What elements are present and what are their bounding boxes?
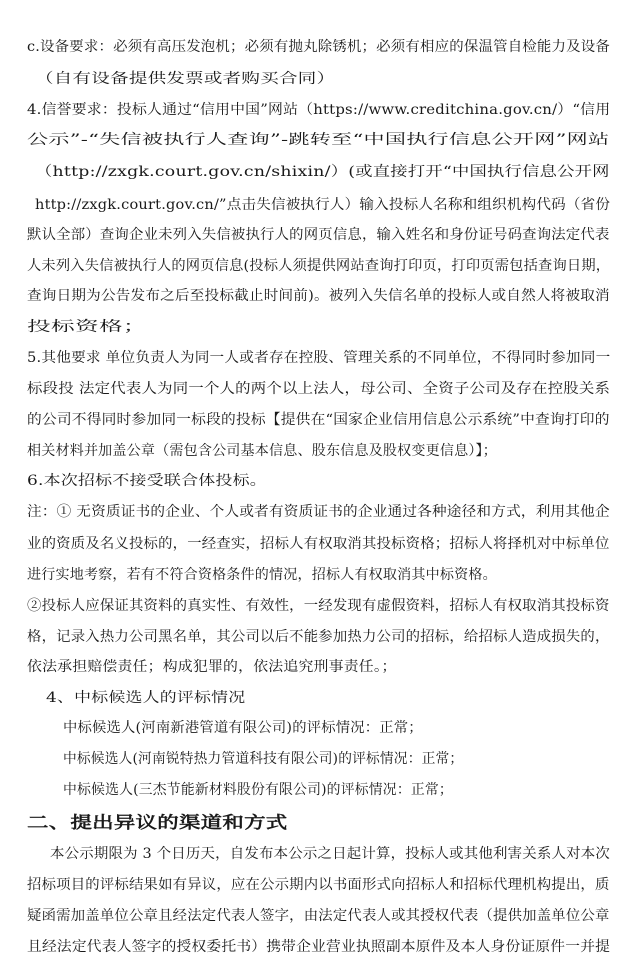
joint-bid-line: 6.本次招标不接受联合体投标。 <box>27 473 267 489</box>
credit-requirement-line: （http://zxgk.court.gov.cn/shixin/）(或直接打开“中国执行信息公开网 <box>35 164 610 180</box>
credit-requirement-line: 人未列入失信被执行人的网页信息(投标人须提供网站查询打印页，打印页需包括查询日期， <box>27 258 611 274</box>
equipment-requirement-line: c.设备要求：必须有高压发泡机；必须有抛丸除锈机；必须有相应的保温管自检能力及设备 <box>27 39 610 55</box>
note-line: 注：① 无资质证书的企业、个人或者有资质证书的企业通过各种途径和方式，利用其他企 <box>27 504 610 520</box>
note-line: 进行实地考察，若有不符合资格条件的情况，招标人有权取消其中标资格。 <box>27 567 497 583</box>
note-line: ②投标人应保证其资料的真实性、有效性，一经发现有虚假资料，招标人有权取消其投标资 <box>27 598 610 614</box>
objection-paragraph-line: 且经法定代表人签字的授权委托书）携带企业营业执照副本原件及本人身份证原件一并提 <box>27 939 611 955</box>
objection-paragraph-line: 本公示期限为 3 个日历天，自发布本公示之日起计算，投标人或其他利害关系人对本次 <box>50 846 610 862</box>
equipment-note-line: （自有设备提供发票或者购买合同） <box>35 71 336 87</box>
other-requirement-line: 5.其他要求 单位负责人为同一人或者存在控股、管理关系的不同单位，不得同时参加同一 <box>27 350 611 366</box>
objection-paragraph-line: 招标项目的评标结果如有异议，应在公示期内以书面形式向招标人和招标代理机构提出，质 <box>27 877 610 893</box>
section-heading: 二、提出异议的渠道和方式 <box>27 813 288 832</box>
note-line: 业的资质及名义投标的，一经查实，招标人有权取消其投标资格；招标人将择机对中标单位 <box>27 536 610 552</box>
credit-requirement-line: 投标资格； <box>27 319 147 335</box>
other-requirement-line: 的公司不得同时参加同一标段的投标【提供在“国家企业信用信息公示系统”中查询打印的 <box>27 412 610 428</box>
note-line: 依法承担赔偿责任；构成犯罪的，依法追究刑事责任。； <box>27 659 397 675</box>
credit-requirement-line: 查询日期为公告发布之后至投标截止时间前)。被列入失信名单的投标人或自然人将被取消 <box>27 288 610 304</box>
credit-requirement-line: 默认全部）查询企业未列入失信被执行人的网页信息，输入姓名和身份证号码查询法定代表 <box>27 227 610 243</box>
other-requirement-line: 相关材料并加盖公章（需包含公司基本信息、股东信息及股权变更信息）】； <box>27 443 497 459</box>
note-line: 格，记录入热力公司黑名单，其公司以后不能参加热力公司的招标，给招标人造成损失的， <box>27 629 610 645</box>
credit-requirement-line: 4.信誉要求：投标人通过“信用中国”网站（https://www.creditchina.gov.cn/）“信用 <box>27 102 611 118</box>
candidate-item: 中标候选人(河南锐特热力管道科技有限公司)的评标情况：正常； <box>63 751 464 767</box>
other-requirement-line: 标段投 法定代表人为同一个人的两个以上法人，母公司、全资子公司及存在控股关系 <box>27 381 611 397</box>
candidate-item: 中标候选人(河南新港管道有限公司)的评标情况：正常； <box>63 720 423 736</box>
credit-requirement-line: 公示”-“失信被执行人查询”-跳转至“中国执行信息公开网”网站 <box>27 132 610 148</box>
candidate-item: 中标候选人(三杰节能新材料股份有限公司)的评标情况：正常； <box>63 782 453 798</box>
candidate-evaluation-heading: 4、中标候选人的评标情况 <box>46 690 246 706</box>
objection-paragraph-line: 疑函需加盖单位公章且经法定代表人签字，由法定代表人或其授权代表（提供加盖单位公章 <box>27 908 610 924</box>
credit-requirement-line: http://zxgk.court.gov.cn/”点击失信被执行人）输入投标人名称和组织机构代码（省份 <box>35 197 611 213</box>
